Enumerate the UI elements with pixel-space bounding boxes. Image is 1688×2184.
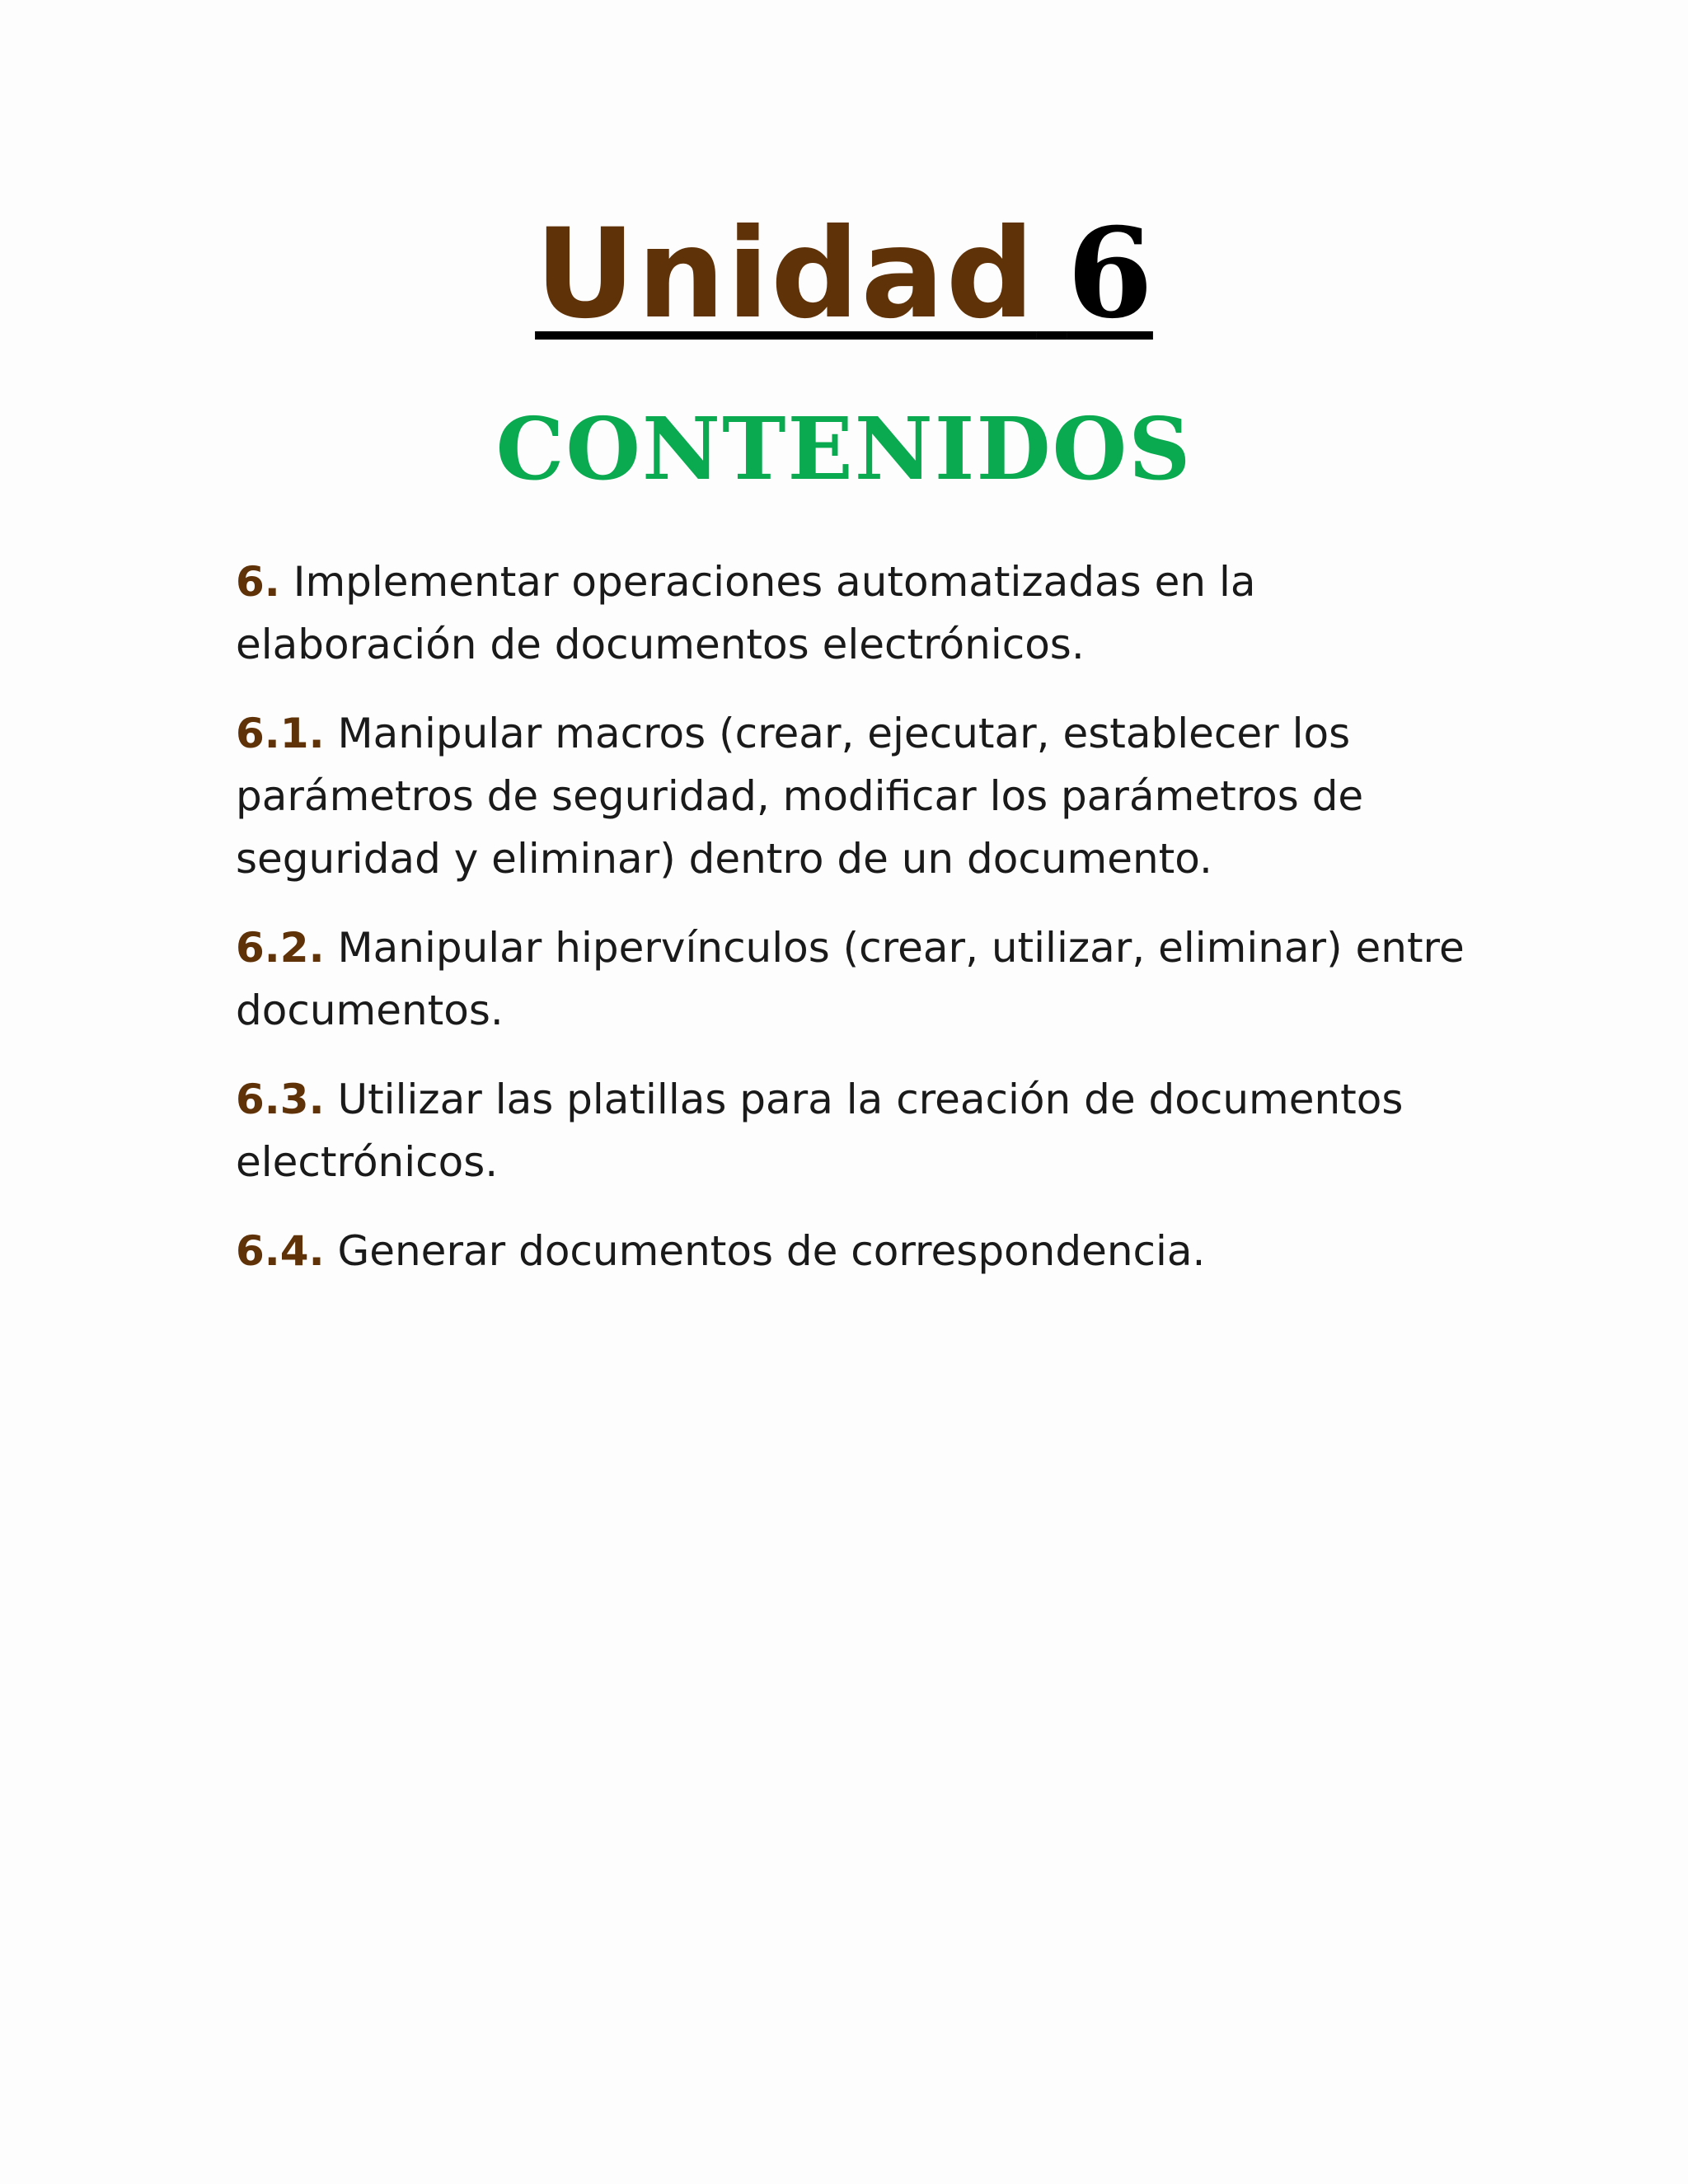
title-number: 6 [1067, 201, 1153, 346]
title-container [0, 201, 1688, 346]
item-text: Manipular macros (crear, ejecutar, establecer los parámetros de seguridad, modificar los parámetros de seguridad y eliminar) dentro de un documento. [236, 710, 1364, 883]
item-number: 6. [236, 558, 280, 606]
list-item [236, 916, 1472, 1042]
contents-list [236, 551, 1472, 1309]
title-word: Unidad [535, 203, 1037, 346]
item-text: Utilizar las platillas para la creación de documentos electrónicos. [236, 1076, 1404, 1186]
list-item [236, 551, 1472, 676]
item-number: 6.2. [236, 924, 325, 972]
page-title [535, 201, 1153, 346]
subtitle-container [0, 398, 1688, 499]
item-text: Generar documentos de correspondencia. [337, 1227, 1206, 1275]
list-item [236, 1220, 1472, 1282]
list-item [236, 702, 1472, 890]
item-text: Implementar operaciones automatizadas en la elaboración de documentos electrónicos. [236, 558, 1256, 668]
item-text: Manipular hipervínculos (crear, utilizar, eliminar) entre documentos. [236, 924, 1465, 1034]
list-item [236, 1068, 1472, 1193]
section-heading: CONTENIDOS [495, 398, 1193, 499]
item-number: 6.4. [236, 1227, 325, 1275]
item-number: 6.3. [236, 1076, 325, 1123]
item-number: 6.1. [236, 710, 325, 757]
